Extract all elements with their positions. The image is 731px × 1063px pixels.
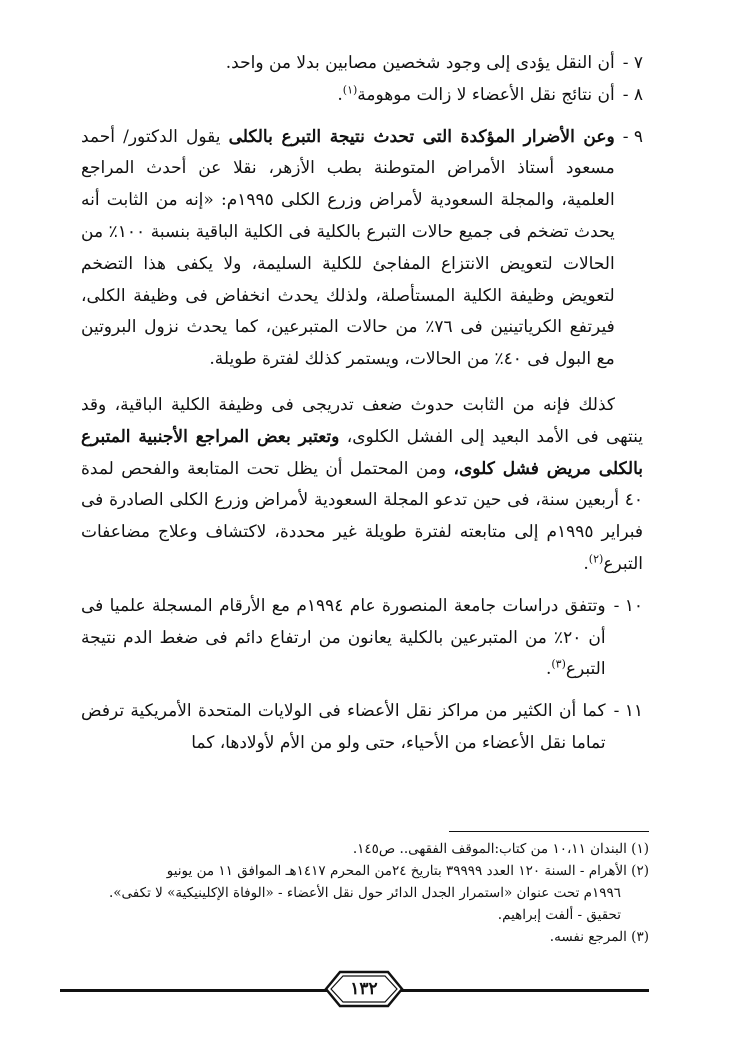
item-body (81, 591, 606, 686)
item-body (81, 80, 615, 112)
footnote-ref-1[interactable]: (١) (342, 83, 358, 97)
item-text: أن النقل يؤدى إلى وجود شخصين مصابين بدلا من واحد. (225, 53, 615, 73)
footnote-separator (449, 831, 649, 832)
paragraph-end: . (583, 553, 589, 574)
item-text: كما أن الكثير من مراكز نقل الأعضاء فى الولايات المتحدة الأمريكية ترفض تماما نقل الأعضاء من الأحياء، حتى ولو من الأم لأولادها، كما (81, 701, 606, 753)
paragraph-text-before: كذلك فإنه من الثابت حدوث ضعف تدريجى فى وظيفة الكلية الباقية، وقد ينتهى فى الأمد البعيد إلى الفشل الكلوى، (81, 394, 643, 447)
item-number: ٩ - (622, 126, 643, 147)
item-end: . (545, 659, 552, 680)
paragraph-bold: وتعتبر بعض المراجع الأجنبية المتبرع بالكلى مريض فشل كلوى، (81, 426, 643, 479)
footnote-1: (١) البندان ١٠،١١ من كتاب:الموقف الفقهى.. ص١٤٥. (352, 841, 649, 857)
paragraph-text-after: ومن المحتمل أن يظل تحت المتابعة والفحص لمدة ٤٠ أربعين سنة، فى حين تدعو المجلة السعودية لأمراض وزرع الكلى الصادرة فى فبراير ١٩٩٥م إلى متابعته لفترة طويلة غير محددة، لاكتشاف وعلاج مضاعفات التبرع (81, 458, 644, 574)
item-text: وتتفق دراسات جامعة المنصورة عام ١٩٩٤م مع الأرقام المسجلة علميا فى أن ٢٠٪ من المتبرعين بالكلية يعانون من ارتفاع دائم فى ضغط الدم نتيجة التبرع (81, 595, 606, 680)
footnote-2-line-2: ١٩٩٦م تحت عنوان «استمرار الجدل الدائر حول نقل الأعضاء - «الوفاة الإكلينيكية» لا تكفى». (108, 885, 621, 901)
page-number: ١٣٢ (350, 979, 378, 999)
footnote-ref-2[interactable]: (٢) (588, 552, 604, 566)
footnote-3: (٣) المرجع نفسه. (549, 929, 649, 945)
item-text: أن نتائج نقل الأعضاء لا زالت موهومة (357, 84, 615, 105)
list-item-10 (81, 591, 643, 686)
item-end: . (337, 84, 343, 105)
bottom-rule-left (60, 989, 328, 992)
list-item-8 (81, 80, 643, 112)
main-text (81, 48, 643, 760)
footnotes (81, 838, 649, 948)
bottom-rule-right (391, 989, 649, 992)
footnote-2-line-3: تحقيق - ألفت إبراهيم. (497, 907, 621, 923)
body-paragraph (81, 390, 643, 581)
item-number: ٨ - (622, 84, 643, 105)
item-number: ١١ - (613, 701, 643, 722)
footnote-2-line-1: (٢) الأهرام - السنة ١٢٠ العدد ٣٩٩٩٩ بتاريخ ٢٤من المحرم ١٤١٧هـ الموافق ١١ من يونيو (166, 863, 649, 879)
item-number: ٧ - (622, 53, 643, 73)
list-item-11 (81, 696, 643, 760)
item-text: يقول الدكتور/ أحمد مسعود أستاذ الأمراض المتوطنة بطب الأزهر، نقلا عن أحدث المراجع العلمية، والمجلة السعودية لأمراض وزرع الكلى ١٩٩٥م: «إنه من الثابت أنه يحدث تضخم فى جميع حالات التبرع بالكلية فى الكلية الباقية بنسبة ١٠٠٪ من الحالات لتعويض الانتزاع المفاجئ للكلية السليمة، ولا يكفى هذا التضخم لتعويض وظيفة الكلية المستأصلة، ولذلك يحدث انخفاض فى وظيفة الكلى، فيرتفع الكرياتينين فى ٧٦٪ من حالات المتبرعين، كما يحدث نزول البروتين مع البول فى ٤٠٪ من الحالات، ويستمر كذلك لفترة طويلة. (81, 126, 615, 370)
footnote-ref-3[interactable]: (٣) (551, 657, 566, 671)
item-body (81, 122, 615, 376)
item-number: ١٠ - (613, 595, 643, 616)
bold-lead: وعن الأضرار المؤكدة التى تحدث نتيجة التبرع بالكلى (228, 126, 615, 147)
list-item-9 (81, 122, 643, 376)
list-item-7 (81, 48, 643, 80)
